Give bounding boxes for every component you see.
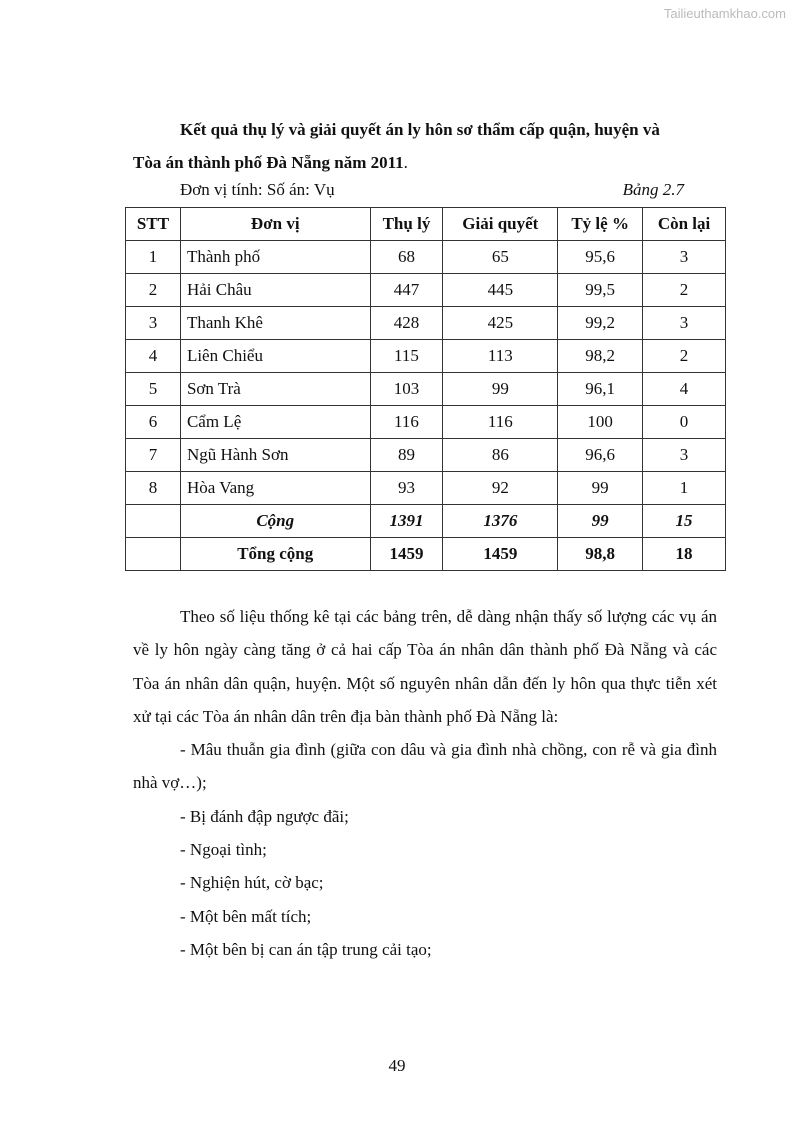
table-cell: Thanh Khê — [180, 307, 370, 340]
table-cell: 2 — [126, 274, 181, 307]
table-cell: Liên Chiểu — [180, 340, 370, 373]
body-text — [133, 600, 717, 966]
table-cell: 445 — [443, 274, 558, 307]
table-cell: 2 — [643, 340, 726, 373]
table-cell: Hòa Vang — [180, 472, 370, 505]
table-cell: 1459 — [443, 538, 558, 571]
list-item: - Mâu thuẫn gia đình (giữa con dâu và gia đình nhà chồng, con rễ và gia đình nhà vợ…); — [133, 740, 717, 793]
table-caption — [133, 113, 725, 179]
table-cell: 86 — [443, 439, 558, 472]
table-cell: 447 — [370, 274, 443, 307]
table-cell: 95,6 — [558, 241, 643, 274]
table-cell: 7 — [126, 439, 181, 472]
table-cell: 15 — [643, 505, 726, 538]
table-cell: 96,6 — [558, 439, 643, 472]
tot-row — [126, 538, 726, 571]
page-number: 49 — [388, 1056, 406, 1075]
column-header: Tỷ lệ % — [558, 208, 643, 241]
caption-line-1: Kết quả thụ lý và giải quyết án ly hôn sơ thẩm cấp quận, huyện và — [180, 120, 660, 139]
table-cell: 1391 — [370, 505, 443, 538]
table-cell: 6 — [126, 406, 181, 439]
table-row — [126, 373, 726, 406]
table-cell: Cẩm Lệ — [180, 406, 370, 439]
watermark: Tailieuthamkhao.com — [663, 6, 786, 21]
table-row — [126, 340, 726, 373]
table-cell: 99 — [558, 505, 643, 538]
table-cell: 99,5 — [558, 274, 643, 307]
table-header-row — [126, 208, 726, 241]
table-cell: 116 — [443, 406, 558, 439]
table-cell: Sơn Trà — [180, 373, 370, 406]
caption-line-2: Tòa án thành phố Đà Nẵng năm 2011 — [133, 153, 404, 172]
table-row — [126, 472, 726, 505]
table-cell: 8 — [126, 472, 181, 505]
table-cell: 93 — [370, 472, 443, 505]
table-cell: 115 — [370, 340, 443, 373]
unit-label: Đơn vị tính: Số án: Vụ — [180, 180, 335, 199]
table-cell: 428 — [370, 307, 443, 340]
list-item: - Bị đánh đập ngược đãi; — [180, 806, 349, 826]
table-row — [126, 274, 726, 307]
sub-row — [126, 505, 726, 538]
table-cell: 5 — [126, 373, 181, 406]
table-cell: 1 — [643, 472, 726, 505]
table-cell: 1376 — [443, 505, 558, 538]
table-cell: 113 — [443, 340, 558, 373]
caption-period: . — [403, 153, 408, 172]
table-cell: 1459 — [370, 538, 443, 571]
table-cell: Thành phố — [180, 241, 370, 274]
table-cell — [126, 505, 181, 538]
table-cell: Tổng cộng — [180, 538, 370, 571]
list-item: - Ngoại tình; — [180, 840, 267, 860]
list-item: - Một bên mất tích; — [180, 906, 312, 926]
table-cell: Ngũ Hành Sơn — [180, 439, 370, 472]
table-cell: 4 — [643, 373, 726, 406]
table-cell — [126, 538, 181, 571]
table-cell: 98,2 — [558, 340, 643, 373]
table-row — [126, 241, 726, 274]
column-header: Còn lại — [643, 208, 726, 241]
table-cell: Hải Châu — [180, 274, 370, 307]
list-item: - Nghiện hút, cờ bạc; — [180, 873, 324, 893]
table-cell: Cộng — [180, 505, 370, 538]
table-cell: 103 — [370, 373, 443, 406]
table-cell: 99 — [443, 373, 558, 406]
table-cell: 3 — [643, 241, 726, 274]
table-cell: 3 — [643, 439, 726, 472]
column-header: Thụ lý — [370, 208, 443, 241]
table-cell: 99 — [558, 472, 643, 505]
table-number: Bảng 2.7 — [622, 180, 684, 199]
table-cell: 116 — [370, 406, 443, 439]
table-row — [126, 406, 726, 439]
table-cell: 99,2 — [558, 307, 643, 340]
table-cell: 92 — [443, 472, 558, 505]
paragraph: Theo số liệu thống kê tại các bảng trên, dễ dàng nhận thấy số lượng các vụ án về ly hôn ngày càng tăng ở cả hai cấp Tòa án nhân dân thành phố Đà Nẵng và các Tòa án nhân dân quận, huyện. Một số nguyên nhân dẫn đến ly hôn qua thực tiễn xét xử tại các Tòa án nhân dân trên địa bàn thành phố Đà Nẵng là: — [133, 607, 717, 726]
table-cell: 4 — [126, 340, 181, 373]
results-table — [125, 207, 726, 571]
table-cell: 89 — [370, 439, 443, 472]
table-cell: 96,1 — [558, 373, 643, 406]
table-cell: 425 — [443, 307, 558, 340]
table-cell: 68 — [370, 241, 443, 274]
table-cell: 18 — [643, 538, 726, 571]
table-cell: 98,8 — [558, 538, 643, 571]
table-cell: 65 — [443, 241, 558, 274]
table-cell: 1 — [126, 241, 181, 274]
column-header: STT — [126, 208, 181, 241]
table-cell: 2 — [643, 274, 726, 307]
column-header: Đơn vị — [180, 208, 370, 241]
table-row — [126, 307, 726, 340]
table-cell: 3 — [126, 307, 181, 340]
column-header: Giải quyết — [443, 208, 558, 241]
table-row — [126, 439, 726, 472]
list-item: - Một bên bị can án tập trung cải tạo; — [180, 939, 432, 959]
table-cell: 0 — [643, 406, 726, 439]
table-cell: 3 — [643, 307, 726, 340]
table-cell: 100 — [558, 406, 643, 439]
